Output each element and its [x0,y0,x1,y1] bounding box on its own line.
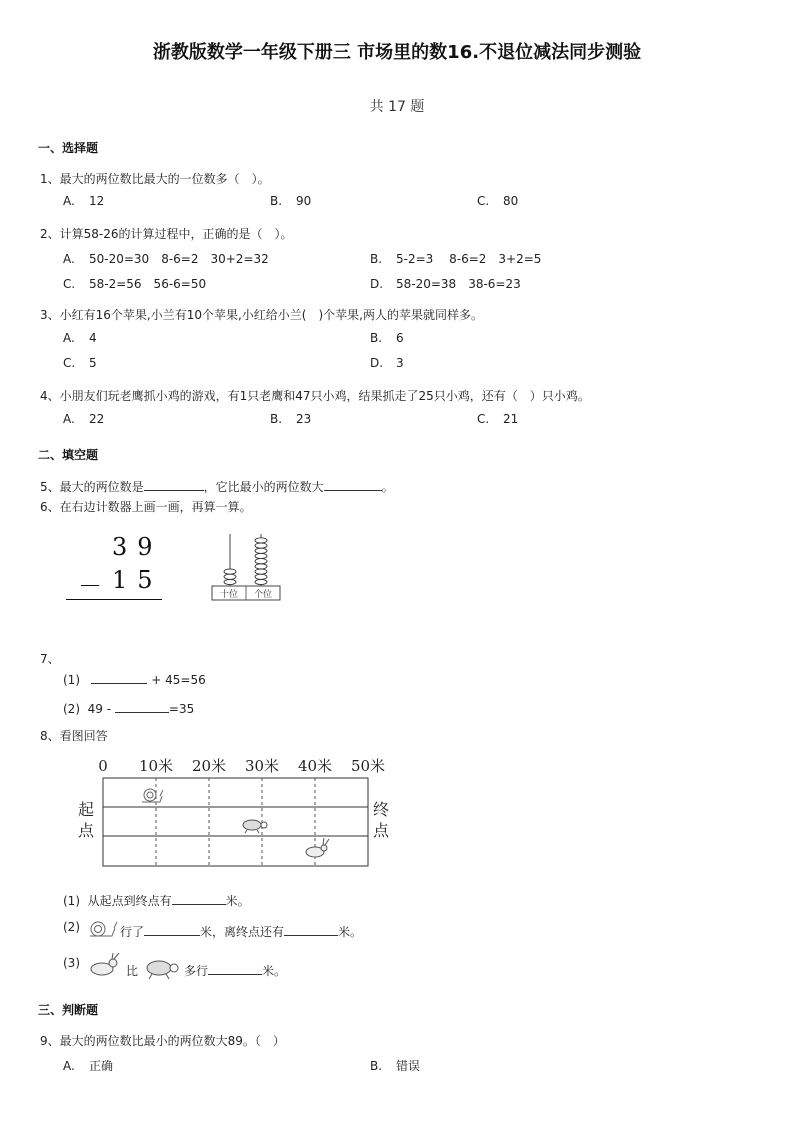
option-text: 23 [296,412,312,426]
abacus-bead [255,559,267,564]
q1-stem: 1、最大的两位数比最大的一位数多（ ）。 [40,172,270,186]
tens-beads [224,569,236,585]
abacus-bead [224,569,236,574]
ones-beads [255,538,267,585]
option-text: 21 [503,412,519,426]
turtle-icon [142,956,182,980]
sub-number: (1) [63,673,80,687]
scale-label-0: 0 [98,757,108,775]
page-title: 浙教版数学一年级下册三 市场里的数16.不退位减法同步测验 [152,42,642,63]
abacus-bead [255,543,267,548]
q8-sub1-post: 米。 [225,894,250,908]
q2-option-b[interactable] [370,250,541,267]
q4-option-c[interactable] [477,412,518,426]
option-letter: B. [370,331,383,345]
section-fill: 二、填空题 [38,448,99,462]
q2-stem: 2、计算58-26的计算过程中，正确的是（ ）。 [40,227,293,241]
option-text: 58-20=38 38-6=23 [396,277,521,291]
option-text: 90 [296,194,312,208]
abacus-bead [224,579,236,584]
end-label-1: 终 [372,800,390,819]
q8-sub3-pre: 比 [126,964,139,978]
q1-option-c[interactable] [477,194,518,208]
end-label-2: 点 [372,821,390,840]
q2-option-a[interactable] [63,250,269,267]
q9-stem: 9、最大的两位数比最小的两位数大89。（ ） [40,1034,285,1048]
q5 [40,478,394,495]
q4-option-b[interactable] [270,412,311,426]
abacus-bead [255,548,267,553]
q9-option-a[interactable] [63,1057,113,1074]
q6-stem: 6、在右边计数器上画一画，再算一算。 [40,500,252,514]
q7-label: 7、 [40,652,60,666]
abacus-bead [255,553,267,558]
vertical-operator: － [78,572,102,600]
option-letter: C. [63,356,76,370]
rabbit-icon [306,838,329,857]
question-count: 共 17 题 [369,99,425,115]
q8-stem: 8、看图回答 [40,729,108,743]
q2-option-c[interactable] [63,275,206,292]
q7-sub1-rest: + 45=56 [151,673,206,687]
q7-sub2-rest: =35 [168,702,195,716]
abacus-bead [255,564,267,569]
q3-option-d[interactable] [370,356,404,370]
start-label-2: 点 [77,821,95,840]
option-text: 3 [396,356,404,370]
option-letter: B. [370,1059,383,1073]
option-letter: B. [270,412,283,426]
q8-sub2-pre: 行了 [120,925,145,939]
start-label-1: 起 [77,800,95,819]
rabbit-icon [88,953,122,979]
section-judge: 三、判断题 [38,1003,99,1017]
abacus-bead [255,574,267,579]
q3-option-c[interactable] [63,356,97,370]
option-text: 80 [503,194,519,208]
q3-stem: 3、小红有16个苹果,小兰有10个苹果,小红给小兰( )个苹果,两人的苹果就同样多。 [40,308,483,322]
scale-label-40: 40米 [297,757,333,775]
answer-blank[interactable] [172,892,226,905]
q8-sub3-mid: 多行 [184,964,209,978]
q8-sub2 [120,923,362,940]
q7-sub1 [63,671,206,687]
sub-number: (2) [63,702,80,716]
scale-label-30: 30米 [244,757,280,775]
q7-sub2 [63,700,194,716]
q5-part2: ，它比最小的两位数大 [203,480,324,494]
option-letter: B. [370,252,383,266]
option-text: 5-2=3 8-6=2 3+2=5 [396,252,542,266]
q8-sub1-pre: 从起点到终点有 [87,894,172,908]
track-figure [70,752,400,874]
abacus-bead [224,574,236,579]
answer-blank[interactable] [144,478,204,491]
answer-blank[interactable] [144,923,200,936]
q3-option-a[interactable] [63,331,97,345]
option-text: 5 [89,356,97,370]
option-letter: D. [370,356,384,370]
option-letter: D. [370,277,384,291]
q8-sub2-number: (2) [63,920,80,934]
option-letter: A. [63,252,75,266]
option-letter: A. [63,412,75,426]
option-letter: C. [477,194,490,208]
option-letter: A. [63,331,75,345]
q4-stem: 4、小朋友们玩老鹰抓小鸡的游戏，有1只老鹰和47只小鸡，结果抓走了25只小鸡，还有（ ）只小鸡。 [40,389,590,403]
option-text: 22 [89,412,105,426]
q3-option-b[interactable] [370,331,404,345]
vertical-rule [66,599,162,600]
option-text: 4 [89,331,97,345]
abacus-bead [255,538,267,543]
answer-blank[interactable] [284,923,338,936]
option-text: 6 [396,331,404,345]
answer-blank[interactable] [91,671,147,684]
abacus-bead [255,569,267,574]
abacus-label-ones: 个位 [253,590,273,600]
vertical-bottom-number: 15 [112,566,163,594]
abacus-label-tens: 十位 [219,590,239,600]
q8-sub1 [63,892,250,909]
answer-blank[interactable] [115,700,169,713]
sub-number: (1) [63,894,80,908]
option-letter: A. [63,1059,75,1073]
scale-label-10: 10米 [138,757,174,775]
option-text: 12 [89,194,105,208]
option-letter: B. [270,194,283,208]
option-text: 正确 [89,1059,114,1073]
q7-sub2-pre: 49 - [87,702,112,716]
q8-sub3-number: (3) [63,956,80,970]
q2-option-d[interactable] [370,275,521,292]
snail-icon [88,918,120,940]
answer-blank[interactable] [208,962,262,975]
scale-label-20: 20米 [191,757,227,775]
turtle-icon [243,820,267,833]
q4-option-a[interactable] [63,412,104,426]
option-letter: C. [477,412,490,426]
q1-option-a[interactable] [63,194,104,208]
q9-option-b[interactable] [370,1057,420,1074]
q8-sub3 [184,962,286,979]
q8-sub3-post: 米。 [262,964,287,978]
option-text: 58-2=56 56-6=50 [89,277,207,291]
snail-icon [142,789,163,802]
q8-sub2-mid: 米，离终点还有 [200,925,285,939]
option-letter: A. [63,194,75,208]
q8-sub2-post: 米。 [338,925,363,939]
answer-blank[interactable] [324,478,382,491]
abacus-bead [255,579,267,584]
q5-part3: 。 [381,480,394,494]
q1-option-b[interactable] [270,194,311,208]
section-choice: 一、选择题 [38,141,99,155]
track-frame [103,778,368,866]
q5-part1: 5、最大的两位数是 [40,480,144,494]
option-text: 错误 [396,1059,421,1073]
option-text: 50-20=30 8-6=2 30+2=32 [89,252,269,266]
abacus[interactable] [206,530,286,605]
option-letter: C. [63,277,76,291]
scale-label-50: 50米 [350,757,386,775]
vertical-top-number: 39 [112,533,163,561]
